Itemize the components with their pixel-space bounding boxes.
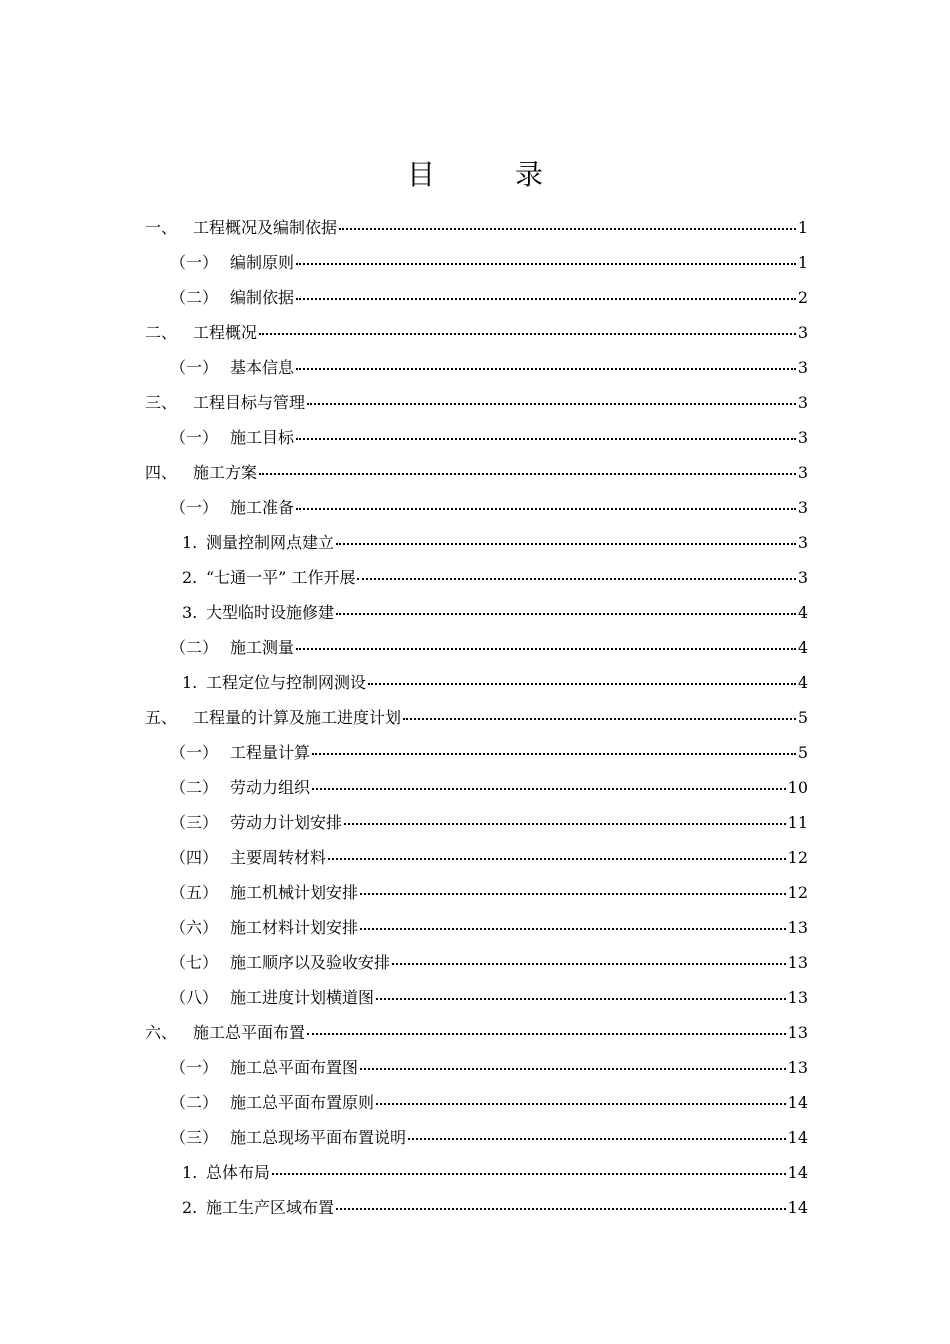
- toc-entry-number: （八）: [170, 988, 219, 1007]
- toc-dot-leader: [312, 788, 786, 790]
- toc-entry-number: （七）: [170, 953, 219, 972]
- toc-entry-page: 10: [787, 778, 808, 797]
- toc-entry-number: （一）: [170, 743, 219, 762]
- toc-entry-title: 施工方案: [193, 463, 258, 482]
- toc-entry-page: 14: [787, 1093, 808, 1112]
- toc-entry-number: 四、: [145, 463, 178, 482]
- toc-dot-leader: [336, 613, 796, 615]
- toc-entry-page: 5: [797, 708, 808, 727]
- toc-entry-title: 施工总平面布置图: [230, 1058, 359, 1077]
- toc-entry[interactable]: [145, 420, 808, 455]
- toc-dot-leader: [357, 578, 795, 580]
- toc-entry-number: 五、: [145, 708, 178, 727]
- toc-dot-leader: [336, 1208, 786, 1210]
- toc-dot-leader: [403, 718, 796, 720]
- toc-entry-page: 3: [797, 323, 808, 342]
- toc-entry[interactable]: [145, 280, 808, 315]
- toc-dot-leader: [259, 333, 796, 335]
- toc-entry-title: 大型临时设施修建: [206, 603, 335, 622]
- toc-entry-number: （三）: [170, 813, 219, 832]
- toc-entry-page: 3: [797, 533, 808, 552]
- toc-entry-title: 工程量的计算及施工进度计划: [193, 708, 402, 727]
- toc-entry-page: 14: [787, 1198, 808, 1217]
- toc-entry-title: 施工机械计划安排: [230, 883, 359, 902]
- toc-entry-title: 施工总现场平面布置说明: [230, 1128, 407, 1147]
- toc-entry-page: 12: [787, 848, 808, 867]
- toc-entry[interactable]: [145, 1050, 808, 1085]
- toc-dot-leader: [336, 543, 796, 545]
- toc-dot-leader: [360, 928, 786, 930]
- toc-entry-title: 施工进度计划横道图: [230, 988, 375, 1007]
- toc-entry-title: 施工目标: [230, 428, 295, 447]
- toc-entry-number: 1.: [182, 1163, 198, 1182]
- toc-entry-title: 施工生产区域布置: [206, 1198, 335, 1217]
- toc-entry-page: 11: [787, 813, 808, 832]
- toc-entry[interactable]: [145, 210, 808, 245]
- toc-entry-page: 13: [787, 988, 808, 1007]
- toc-entry-page: 1: [797, 253, 808, 272]
- toc-entry-number: （一）: [170, 428, 219, 447]
- toc-dot-leader: [296, 508, 796, 510]
- toc-entry-title: 劳动力组织: [230, 778, 311, 797]
- toc-entry[interactable]: [145, 385, 808, 420]
- toc-entry-title: 主要周转材料: [230, 848, 327, 867]
- toc-dot-leader: [339, 228, 796, 230]
- toc-entry-number: 二、: [145, 323, 178, 342]
- toc-title: 目 录: [406, 158, 569, 191]
- toc-entry[interactable]: [145, 595, 808, 630]
- toc-entry-number: （三）: [170, 1128, 219, 1147]
- toc-entry-page: 3: [797, 428, 808, 447]
- toc-entry-page: 1: [797, 218, 808, 237]
- toc-entry-page: 3: [797, 498, 808, 517]
- toc-dot-leader: [360, 1068, 786, 1070]
- toc-entry-number: 2.: [182, 1198, 198, 1217]
- toc-entry-number: 1.: [182, 533, 198, 552]
- toc-entry[interactable]: [145, 980, 808, 1015]
- toc-entry-page: 14: [787, 1128, 808, 1147]
- toc-entry-number: （一）: [170, 253, 219, 272]
- toc-entry[interactable]: [145, 315, 808, 350]
- toc-entry-number: （二）: [170, 778, 219, 797]
- toc-entry[interactable]: [145, 700, 808, 735]
- toc-entry-page: 13: [787, 1058, 808, 1077]
- toc-entry-title: 施工测量: [230, 638, 295, 657]
- toc-entry[interactable]: [145, 490, 808, 525]
- toc-entry[interactable]: [145, 630, 808, 665]
- toc-entry-title: 施工总平面布置: [193, 1023, 306, 1042]
- toc-entry-number: （二）: [170, 638, 219, 657]
- toc-entry-title: 工程量计算: [230, 743, 311, 762]
- toc-entry[interactable]: [145, 875, 808, 910]
- toc-entry-title: 编制依据: [230, 288, 295, 307]
- toc-entry-number: 六、: [145, 1023, 178, 1042]
- toc-dot-leader: [296, 438, 796, 440]
- toc-dot-leader: [360, 893, 786, 895]
- toc-entry[interactable]: [145, 1155, 808, 1190]
- toc-entry-number: （二）: [170, 1093, 219, 1112]
- toc-entry-title: 工程定位与控制网测设: [206, 673, 367, 692]
- toc-dot-leader: [344, 823, 786, 825]
- toc-entry[interactable]: [145, 735, 808, 770]
- toc-dot-leader: [376, 1103, 786, 1105]
- toc-entry-page: 13: [787, 953, 808, 972]
- toc-entry-number: 1.: [182, 673, 198, 692]
- toc-dot-leader: [272, 1173, 786, 1175]
- toc-dot-leader: [328, 858, 786, 860]
- toc-dot-leader: [368, 683, 796, 685]
- toc-dot-leader: [392, 963, 786, 965]
- toc-entry[interactable]: [145, 525, 808, 560]
- toc-entry-page: 14: [787, 1163, 808, 1182]
- toc-entry-title: 基本信息: [230, 358, 295, 377]
- toc-entry[interactable]: [145, 840, 808, 875]
- toc-entry-number: （一）: [170, 498, 219, 517]
- toc-entry-title: 劳动力计划安排: [230, 813, 343, 832]
- toc-entry-number: 一、: [145, 218, 178, 237]
- toc-dot-leader: [312, 753, 796, 755]
- toc-entry-number: （五）: [170, 883, 219, 902]
- toc-entry-number: 三、: [145, 393, 178, 412]
- toc-entry[interactable]: [145, 350, 808, 385]
- toc-entry[interactable]: [145, 1120, 808, 1155]
- toc-entry-number: （四）: [170, 848, 219, 867]
- toc-entry[interactable]: [145, 1085, 808, 1120]
- toc-entry-title: 工程概况: [193, 323, 258, 342]
- toc-entry-title: 工程概况及编制依据: [193, 218, 338, 237]
- toc-entry-title: 总体布局: [206, 1163, 271, 1182]
- toc-entry-page: 2: [797, 288, 808, 307]
- toc-entry-page: 4: [797, 638, 808, 657]
- toc-entry[interactable]: [145, 665, 808, 700]
- toc-dot-leader: [307, 403, 796, 405]
- toc-dot-leader: [259, 473, 796, 475]
- toc-dot-leader: [376, 998, 786, 1000]
- toc-entry-title: 编制原则: [230, 253, 295, 272]
- toc-entry-page: 3: [797, 463, 808, 482]
- toc-dot-leader: [408, 1138, 786, 1140]
- toc-entry-number: （一）: [170, 358, 219, 377]
- toc-entry-title: 工程目标与管理: [193, 393, 306, 412]
- toc-entry-page: 4: [797, 673, 808, 692]
- toc-dot-leader: [296, 263, 796, 265]
- toc-entry-page: 3: [797, 358, 808, 377]
- toc-entry-title: 施工准备: [230, 498, 295, 517]
- toc-entry-number: 2.: [182, 568, 198, 587]
- toc-entry[interactable]: [145, 910, 808, 945]
- toc-list: [145, 210, 808, 1225]
- toc-entry[interactable]: [145, 770, 808, 805]
- toc-entry[interactable]: [145, 805, 808, 840]
- toc-entry-title: 测量控制网点建立: [206, 533, 335, 552]
- toc-entry[interactable]: [145, 560, 808, 595]
- toc-entry-page: 13: [787, 1023, 808, 1042]
- toc-entry[interactable]: [145, 1190, 808, 1225]
- toc-entry-title: 施工材料计划安排: [230, 918, 359, 937]
- toc-entry-page: 3: [797, 568, 808, 587]
- toc-entry-number: （六）: [170, 918, 219, 937]
- toc-entry-page: 3: [797, 393, 808, 412]
- toc-dot-leader: [296, 648, 796, 650]
- toc-entry[interactable]: [145, 455, 808, 490]
- toc-entry-page: 4: [797, 603, 808, 622]
- toc-dot-leader: [296, 368, 796, 370]
- toc-entry-page: 13: [787, 918, 808, 937]
- toc-entry[interactable]: [145, 1015, 808, 1050]
- toc-entry-number: （一）: [170, 1058, 219, 1077]
- toc-dot-leader: [296, 298, 796, 300]
- toc-dot-leader: [307, 1033, 786, 1035]
- toc-entry-page: 5: [797, 743, 808, 762]
- toc-entry-number: （二）: [170, 288, 219, 307]
- toc-entry-title: “七通一平” 工作开展: [206, 568, 356, 587]
- toc-entry-title: 施工总平面布置原则: [230, 1093, 375, 1112]
- toc-entry-page: 12: [787, 883, 808, 902]
- toc-entry[interactable]: [145, 945, 808, 980]
- toc-entry-number: 3.: [182, 603, 198, 622]
- toc-entry[interactable]: [145, 245, 808, 280]
- toc-entry-title: 施工顺序以及验收安排: [230, 953, 391, 972]
